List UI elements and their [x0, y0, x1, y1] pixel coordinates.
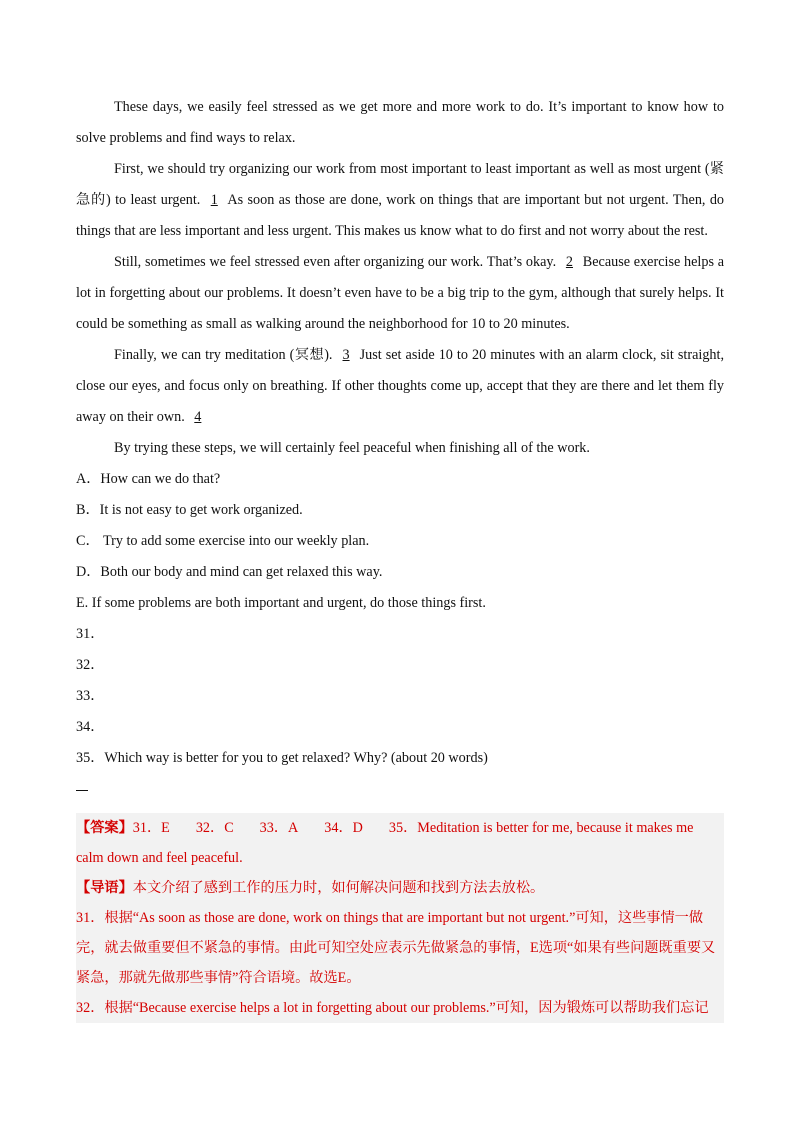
option-e: E. If some problems are both important and urgent, do those things first.	[76, 595, 486, 611]
blank-4: 4	[194, 409, 202, 425]
option-b: B．It is not easy to get work organized.	[76, 502, 303, 518]
answer-line	[76, 790, 88, 791]
blank-2: 2	[565, 254, 573, 270]
question-35: 35．Which way is better for you to get relaxed? Why? (about 20 words)	[76, 750, 488, 766]
answer-35: 35．Meditation is better for me, because it makes me calm down and feel peaceful.	[76, 820, 694, 866]
answer-section	[76, 813, 724, 1023]
answer-tag: 【答案】	[76, 820, 133, 836]
blank-3: 3	[342, 347, 350, 363]
paragraph-3: Still, sometimes we feel stressed even after organizing our work. That’s okay. 2 Because exercise helps a lot in forgetting about our problems. It doesn’t even have to be a big trip to the gym, although that surely helps. It could be something as small as walking around the neighborhood for 10 to 20 minutes.	[76, 254, 725, 332]
answer-32: 32．C	[195, 820, 234, 836]
explanation-32: 32．根据“Because exercise helps a lot in forgetting about our problems.”可知，因为锻炼可以帮助我们忘记	[76, 1000, 709, 1016]
answer-31: 31．E	[132, 820, 170, 836]
explanation-31: 31．根据“As soon as those are done, work on things that are important but not urgent.”可知，这些事情一做完，就去做重要但不紧急的事情。由此可知空处应表示先做紧急的事情，E选项“如果有些问题既重要又紧急，那就先做那些事情”符合语境。故选E。	[76, 910, 716, 986]
option-c: C． Try to add some exercise into our weekly plan.	[76, 533, 370, 549]
question-33: 33．	[76, 688, 105, 704]
blank-1: 1	[210, 192, 218, 208]
question-32: 32．	[76, 657, 105, 673]
answer-34: 34．D	[324, 820, 363, 836]
question-31: 31．	[76, 626, 105, 642]
paragraph-1: These days, we easily feel stressed as we get more and more work to do. It’s important to know how to solve problems and find ways to relax.	[76, 99, 724, 146]
answer-33: 33．A	[259, 820, 299, 836]
reading-passage	[76, 92, 724, 791]
question-34: 34．	[76, 719, 105, 735]
option-a: A．How can we do that?	[76, 471, 221, 487]
guide-tag: 【导语】	[76, 880, 133, 896]
paragraph-2: First, we should try organizing our work from most important to least important as well as most urgent (紧急的) to least urgent. 1 As soon as those are done, work on things that are important but not urgent. Then, do things that are less important and less urgent. This makes us know what to do first and not worry about the rest.	[76, 161, 725, 239]
paragraph-4: Finally, we can try meditation (冥想). 3 Just set aside 10 to 20 minutes with an alarm clock, sit straight, close our eyes, and focus only on breathing. If other thoughts come up, accept that they are there and let them fly away on their own. 4	[76, 347, 724, 425]
guide-line: 【导语】本文介绍了感到工作的压力时，如何解决问题和找到方法去放松。	[76, 880, 545, 896]
answer-line-main	[76, 813, 724, 873]
option-d: D．Both our body and mind can get relaxed this way.	[76, 564, 383, 580]
paragraph-5: By trying these steps, we will certainly feel peaceful when finishing all of the work.	[114, 440, 590, 456]
